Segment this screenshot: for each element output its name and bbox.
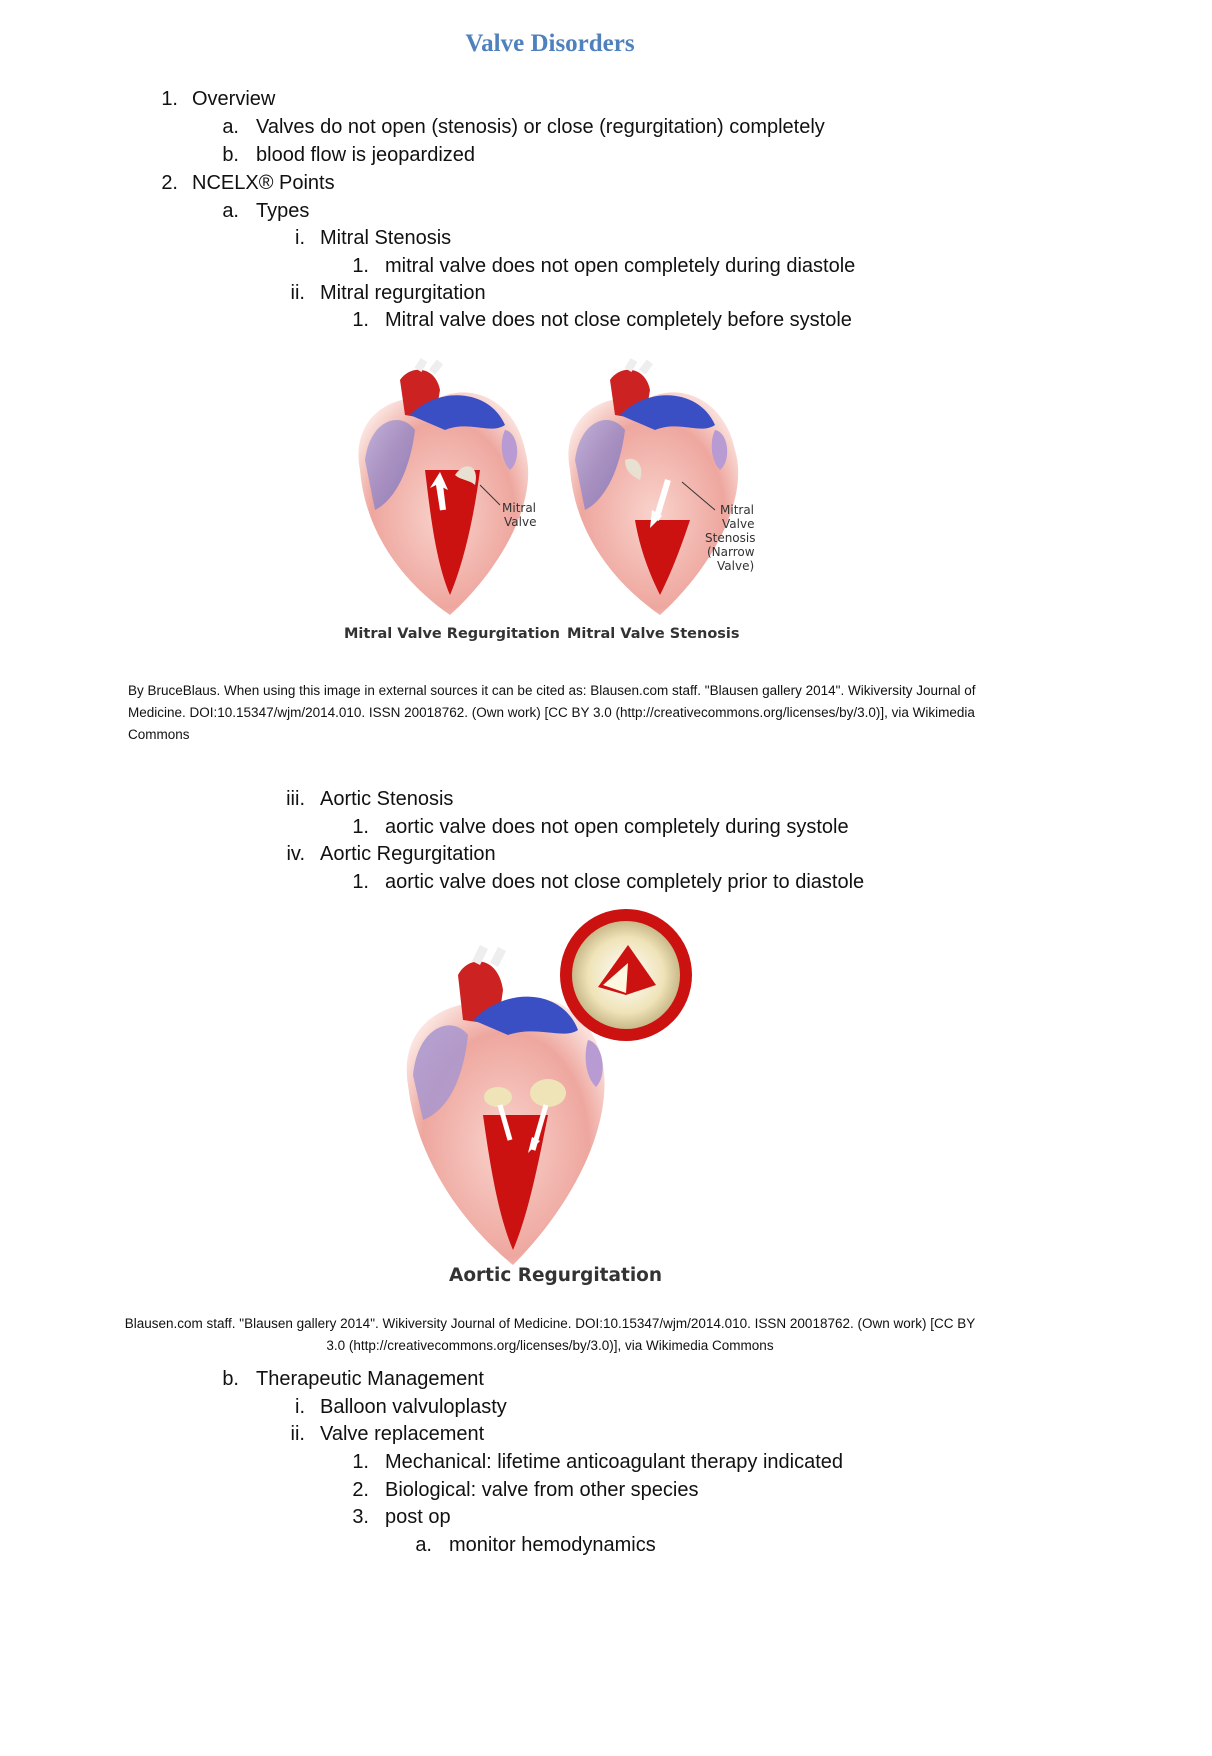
therapeutic-heading: Therapeutic Management [256,1368,484,1390]
list-item: post op [385,1506,451,1528]
list-letter: b. [222,144,239,166]
types-heading: Types [256,200,310,222]
caption-aortic-regurgitation: Aortic Regurgitation [449,1265,663,1286]
image-credit: Blausen.com staff. "Blausen gallery 2014". Wikiversity Journal of Medicine. DOI:10.15347/wjm/2014.010. ISSN 20018762. (Own work) [CC BY 3.0 (http://creativecommons.org/licenses/by/3.0)], via Wikimedia Commons [124,1316,976,1353]
list-item: Mechanical: lifetime anticoagulant therapy indicated [385,1451,844,1473]
list-roman: i. [295,1396,305,1418]
list-item: Mitral regurgitation [320,282,486,304]
list-number: 1. [352,816,369,838]
list-item: aortic valve does not close completely prior to diastole [385,871,865,893]
heart-stenosis-image [568,360,738,615]
list-letter: a. [222,116,239,138]
list-item: Valve replacement [320,1423,485,1445]
stenosis-label: Mitral [720,503,755,517]
list-item: Aortic Stenosis [320,788,454,810]
list-letter: a. [415,1534,432,1556]
list-roman: iii. [286,788,305,810]
list-item: aortic valve does not open completely during systole [385,816,849,838]
mitral-valve-illustration [340,360,760,620]
list-letter: b. [222,1368,239,1390]
list-item: Aortic Regurgitation [320,843,496,865]
list-item: mitral valve does not open completely during diastole [385,255,856,277]
overview-heading: Overview [192,88,276,110]
list-number: 1. [352,309,369,331]
mitral-valve-label: Mitral [502,501,537,515]
caption-mitral-regurgitation: Mitral Valve Regurgitation [344,626,560,642]
list-item: Mitral Stenosis [320,227,452,249]
list-roman: i. [295,227,305,249]
list-roman: iv. [286,843,305,865]
list-item: Balloon valvuloplasty [320,1396,507,1418]
stenosis-label: (Narrow [707,545,755,559]
list-item: Biological: valve from other species [385,1479,699,1501]
list-number: 3. [352,1506,369,1528]
image-credit: By BruceBlaus. When using this image in external sources it can be cited as: Blausen.com staff. "Blausen gallery 2014". Wikiversity Journal of Medicine. DOI:10.15347/wjm/2014.010. ISSN 20018762. (Own work) [CC BY 3.0 (http://creativecommons.org/licenses/by/3.0)], via Wikimedia Commons [128,683,976,742]
list-number: 1. [161,88,178,110]
list-item: Mitral valve does not close completely before systole [385,309,852,331]
list-number: 2. [352,1479,369,1501]
list-number: 2. [161,172,178,194]
list-number: 1. [352,255,369,277]
caption-mitral-stenosis: Mitral Valve Stenosis [567,626,740,642]
list-roman: ii. [290,282,305,304]
page-title: Valve Disorders [465,30,635,57]
list-number: 1. [352,1451,369,1473]
ncelx-heading: NCELX® Points [192,172,335,194]
stenosis-label: Stenosis [705,531,756,545]
list-item: monitor hemodynamics [449,1534,656,1556]
stenosis-label: Valve) [717,559,755,573]
list-item: blood flow is jeopardized [256,144,476,166]
list-roman: ii. [290,1423,305,1445]
mitral-valve-label: Valve [504,515,537,529]
heart-regurgitation-image [358,360,528,615]
aortic-regurgitation-illustration [398,915,698,1270]
list-item: Valves do not open (stenosis) or close (regurgitation) completely [256,116,825,138]
list-letter: a. [222,200,239,222]
list-number: 1. [352,871,369,893]
stenosis-label: Valve [722,517,755,531]
